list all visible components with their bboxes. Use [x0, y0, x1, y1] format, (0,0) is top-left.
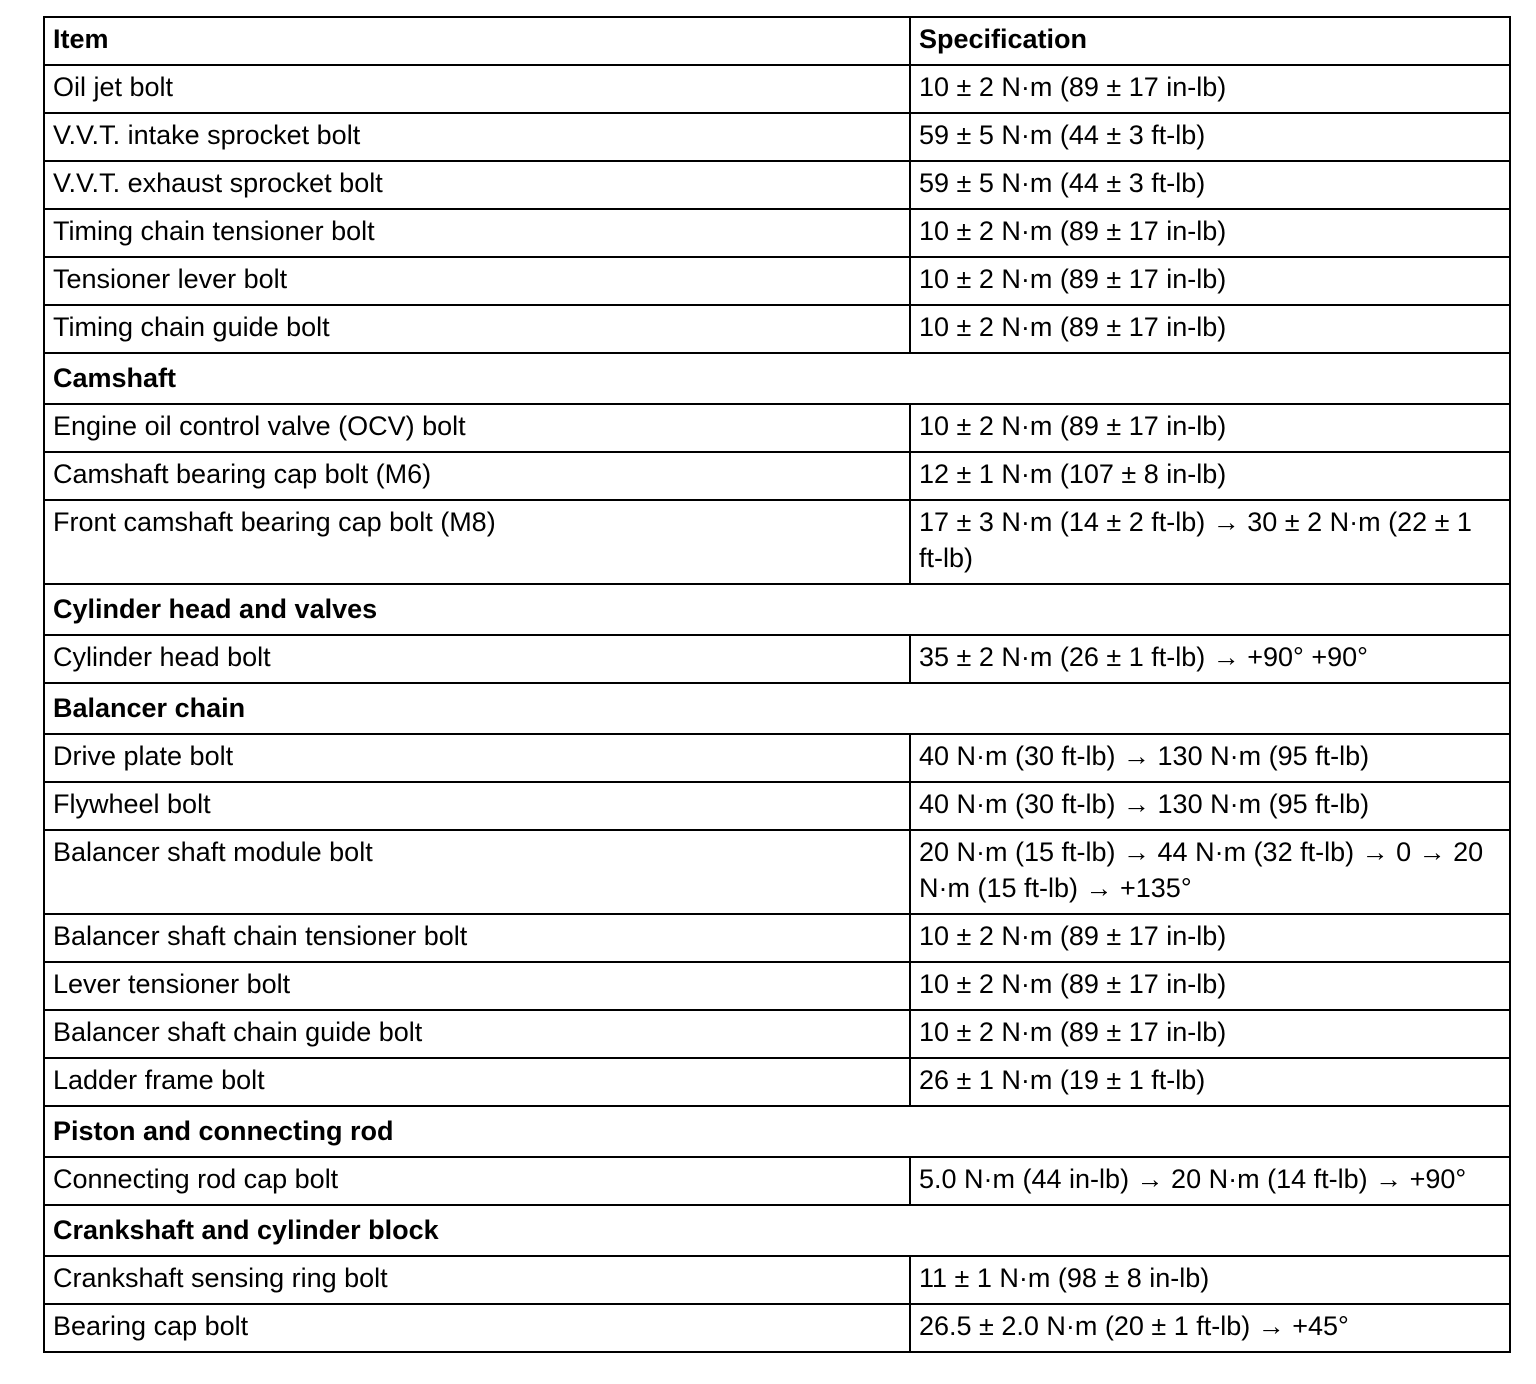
table-row	[44, 734, 1510, 782]
specification-cell: 11 ± 1 N·m (98 ± 8 in-lb)	[910, 1256, 1510, 1304]
specification-cell: 59 ± 5 N·m (44 ± 3 ft-lb)	[910, 113, 1510, 161]
section-title: Crankshaft and cylinder block	[44, 1205, 1510, 1256]
specification-cell: 10 ± 2 N·m (89 ± 17 in-lb)	[910, 404, 1510, 452]
table-header-row	[44, 17, 1510, 65]
specification-cell: 10 ± 2 N·m (89 ± 17 in-lb)	[910, 962, 1510, 1010]
item-cell: Balancer shaft chain guide bolt	[44, 1010, 910, 1058]
specification-cell: 10 ± 2 N·m (89 ± 17 in-lb)	[910, 257, 1510, 305]
table-body	[44, 65, 1510, 1352]
specification-cell: 12 ± 1 N·m (107 ± 8 in-lb)	[910, 452, 1510, 500]
table-row	[44, 257, 1510, 305]
specification-cell: 40 N·m (30 ft-lb) → 130 N·m (95 ft-lb)	[910, 782, 1510, 830]
table-row	[44, 113, 1510, 161]
specification-cell: 5.0 N·m (44 in-lb) → 20 N·m (14 ft-lb) → +90°	[910, 1157, 1510, 1205]
table-row	[44, 962, 1510, 1010]
item-cell: Camshaft bearing cap bolt (M6)	[44, 452, 910, 500]
table-row	[44, 1304, 1510, 1352]
item-cell: Balancer shaft module bolt	[44, 830, 910, 914]
section-row	[44, 683, 1510, 734]
section-title: Cylinder head and valves	[44, 584, 1510, 635]
column-header-specification: Specification	[910, 17, 1510, 65]
specification-cell: 26 ± 1 N·m (19 ± 1 ft-lb)	[910, 1058, 1510, 1106]
section-row	[44, 1205, 1510, 1256]
column-header-item: Item	[44, 17, 910, 65]
item-cell: Front camshaft bearing cap bolt (M8)	[44, 500, 910, 584]
specification-cell: 40 N·m (30 ft-lb) → 130 N·m (95 ft-lb)	[910, 734, 1510, 782]
table-row	[44, 209, 1510, 257]
torque-spec-table	[43, 16, 1511, 1353]
table-row	[44, 161, 1510, 209]
item-cell: Oil jet bolt	[44, 65, 910, 113]
specification-cell: 59 ± 5 N·m (44 ± 3 ft-lb)	[910, 161, 1510, 209]
item-cell: Crankshaft sensing ring bolt	[44, 1256, 910, 1304]
table-row	[44, 500, 1510, 584]
item-cell: V.V.T. intake sprocket bolt	[44, 113, 910, 161]
item-cell: Timing chain tensioner bolt	[44, 209, 910, 257]
specification-cell: 17 ± 3 N·m (14 ± 2 ft-lb) → 30 ± 2 N·m (22 ± 1 ft-lb)	[910, 500, 1510, 584]
item-cell: Ladder frame bolt	[44, 1058, 910, 1106]
section-row	[44, 353, 1510, 404]
section-title: Piston and connecting rod	[44, 1106, 1510, 1157]
item-cell: Bearing cap bolt	[44, 1304, 910, 1352]
table-row	[44, 635, 1510, 683]
section-title: Balancer chain	[44, 683, 1510, 734]
section-row	[44, 584, 1510, 635]
table-row	[44, 452, 1510, 500]
item-cell: Cylinder head bolt	[44, 635, 910, 683]
table-row	[44, 830, 1510, 914]
table-row	[44, 404, 1510, 452]
specification-cell: 26.5 ± 2.0 N·m (20 ± 1 ft-lb) → +45°	[910, 1304, 1510, 1352]
table-row	[44, 1010, 1510, 1058]
section-title: Camshaft	[44, 353, 1510, 404]
item-cell: Lever tensioner bolt	[44, 962, 910, 1010]
specification-cell: 10 ± 2 N·m (89 ± 17 in-lb)	[910, 65, 1510, 113]
item-cell: Drive plate bolt	[44, 734, 910, 782]
item-cell: Engine oil control valve (OCV) bolt	[44, 404, 910, 452]
table-row	[44, 1058, 1510, 1106]
specification-cell: 10 ± 2 N·m (89 ± 17 in-lb)	[910, 209, 1510, 257]
table-row	[44, 65, 1510, 113]
item-cell: Flywheel bolt	[44, 782, 910, 830]
table-row	[44, 1157, 1510, 1205]
item-cell: V.V.T. exhaust sprocket bolt	[44, 161, 910, 209]
specification-cell: 10 ± 2 N·m (89 ± 17 in-lb)	[910, 1010, 1510, 1058]
table-row	[44, 782, 1510, 830]
specification-cell: 20 N·m (15 ft-lb) → 44 N·m (32 ft-lb) → 0 → 20 N·m (15 ft-lb) → +135°	[910, 830, 1510, 914]
item-cell: Balancer shaft chain tensioner bolt	[44, 914, 910, 962]
specification-cell: 10 ± 2 N·m (89 ± 17 in-lb)	[910, 305, 1510, 353]
specification-cell: 10 ± 2 N·m (89 ± 17 in-lb)	[910, 914, 1510, 962]
section-row	[44, 1106, 1510, 1157]
item-cell: Tensioner lever bolt	[44, 257, 910, 305]
table-row	[44, 1256, 1510, 1304]
item-cell: Connecting rod cap bolt	[44, 1157, 910, 1205]
table-row	[44, 305, 1510, 353]
table-row	[44, 914, 1510, 962]
item-cell: Timing chain guide bolt	[44, 305, 910, 353]
specification-cell: 35 ± 2 N·m (26 ± 1 ft-lb) → +90° +90°	[910, 635, 1510, 683]
